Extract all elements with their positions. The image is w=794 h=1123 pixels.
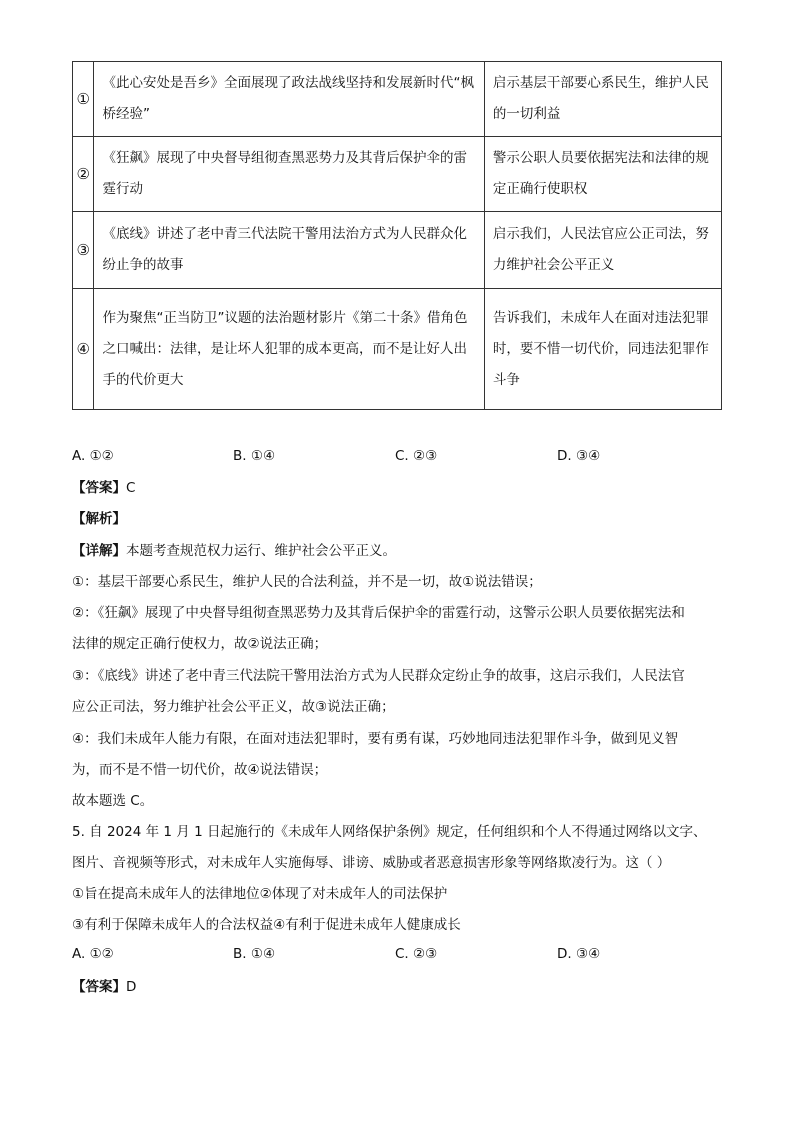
insight-text: 启示我们，人民法官应公正司法，努力维护社会公平正义 bbox=[484, 212, 721, 289]
row-number: ② bbox=[73, 137, 94, 212]
work-description: 《狂飙》展现了中央督导组彻查黑恶势力及其背后保护伞的雷霆行动 bbox=[94, 137, 484, 212]
question-4-table bbox=[72, 61, 722, 410]
explanation-line: 为，而不是不惜一切代价，故④说法错误； bbox=[72, 762, 328, 778]
row-number: ③ bbox=[73, 212, 94, 289]
work-description: 作为聚焦“正当防卫”议题的法治题材影片《第二十条》借角色之口喊出：法律，是让坏人犯罪的成本更高，而不是让好人出手的代价更大 bbox=[94, 289, 484, 410]
question-5-choices: ①旨在提高未成年人的法律地位②体现了对未成年人的司法保护 bbox=[72, 886, 448, 902]
option-a: A. ①② bbox=[72, 448, 114, 464]
answer-tag: 【答案】 bbox=[72, 480, 126, 496]
row-number: ④ bbox=[73, 289, 94, 410]
option-b: B. ①④ bbox=[233, 946, 276, 962]
question-5-options bbox=[72, 946, 732, 966]
row-number: ① bbox=[73, 62, 94, 137]
insight-text: 启示基层干部要心系民生，维护人民的一切利益 bbox=[484, 62, 721, 137]
explanation-conclusion: 故本题选 C。 bbox=[72, 793, 154, 809]
explanation-line: 法律的规定正确行使权力，故②说法正确； bbox=[72, 636, 328, 652]
question-5-stem: 5. 自 2024 年 1 月 1 日起施行的《未成年人网络保护条例》规定，任何组织和个人不得通过网络以文字、 bbox=[72, 824, 707, 840]
explanation-line: ①：基层干部要心系民生，维护人民的合法利益，并不是一切，故①说法错误； bbox=[72, 574, 542, 590]
explanation-line: 应公正司法，努力维护社会公平正义，故③说法正确； bbox=[72, 699, 395, 715]
question-5-choices: ③有利于保障未成年人的合法权益④有利于促进未成年人健康成长 bbox=[72, 917, 461, 933]
option-b: B. ①④ bbox=[233, 448, 276, 464]
explanation-line: ④：我们未成年人能力有限，在面对违法犯罪时，要有勇有谋，巧妙地同违法犯罪作斗争，做到见义智 bbox=[72, 731, 679, 747]
detail-text: 本题考查规范权力运行、维护社会公平正义。 bbox=[126, 543, 396, 559]
option-d: D. ③④ bbox=[557, 448, 601, 464]
explanation-line: ②：《狂飙》展现了中央督导组彻查黑恶势力及其背后保护伞的雷霆行动，这警示公职人员要依据宪法和 bbox=[72, 605, 685, 621]
answer-tag: 【答案】 bbox=[72, 979, 126, 995]
insight-text: 警示公职人员要依据宪法和法律的规定正确行使职权 bbox=[484, 137, 721, 212]
table-row bbox=[73, 212, 722, 289]
option-d: D. ③④ bbox=[557, 946, 601, 962]
detail-tag: 【详解】 bbox=[72, 543, 126, 559]
work-description: 《此心安处是吾乡》全面展现了政法战线坚持和发展新时代“枫桥经验” bbox=[94, 62, 484, 137]
table-row bbox=[73, 289, 722, 410]
answer-value: C bbox=[126, 480, 136, 496]
detail-line bbox=[72, 541, 732, 561]
option-c: C. ②③ bbox=[395, 448, 438, 464]
table-row bbox=[73, 62, 722, 137]
answer-value: D bbox=[126, 979, 137, 995]
answer-line bbox=[72, 478, 732, 498]
answer-line bbox=[72, 977, 732, 997]
insight-text: 告诉我们，未成年人在面对违法犯罪时，要不惜一切代价，同违法犯罪作斗争 bbox=[484, 289, 721, 410]
analysis-tag: 【解析】 bbox=[72, 511, 126, 527]
option-a: A. ①② bbox=[72, 946, 114, 962]
explanation-line: ③：《底线》讲述了老中青三代法院干警用法治方式为人民群众定纷止争的故事，这启示我们，人民法官 bbox=[72, 668, 685, 684]
question-5-stem: 图片、音视频等形式，对未成年人实施侮辱、诽谤、威胁或者恶意损害形象等网络欺凌行为。这（ ） bbox=[72, 855, 671, 871]
work-description: 《底线》讲述了老中青三代法院干警用法治方式为人民群众化纷止争的故事 bbox=[94, 212, 484, 289]
table-row bbox=[73, 137, 722, 212]
option-c: C. ②③ bbox=[395, 946, 438, 962]
question-4-options bbox=[72, 448, 732, 468]
